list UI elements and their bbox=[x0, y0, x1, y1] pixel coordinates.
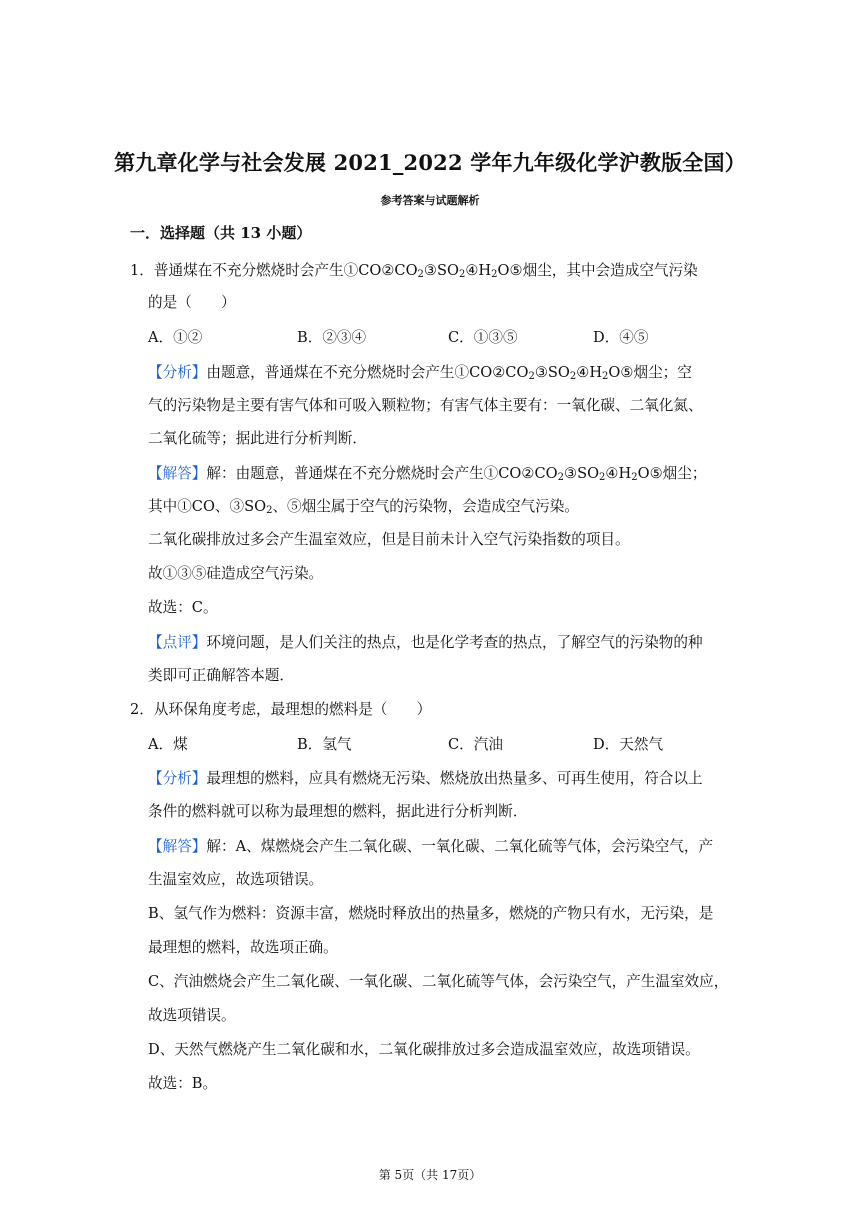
q1-answer-line-1: 【解答】解：由题意，普通煤在不充分燃烧时会产生$①CO②CO_2③SO_2④H_2O⑤$烟尘； bbox=[148, 465, 707, 483]
q2-answer-line-4: 最理想的燃料，故选项正确。 bbox=[148, 939, 338, 956]
document-subtitle: 参考答案与试题解析 bbox=[380, 194, 480, 207]
q2-answer-line-6: 故选项错误。 bbox=[148, 1007, 236, 1024]
q2-answer-line-7: D、天然气燃烧产生二氧化碳和水，二氧化碳排放过多会造成温室效应，故选项错误。 bbox=[148, 1041, 700, 1058]
q1-stem-line-2: 的是（ ） bbox=[148, 294, 236, 311]
document-title: 第九章化学与社会发展 2021_2022 学年九年级化学沪教版全国） bbox=[114, 150, 746, 175]
q2-analysis-tag: 【分析】 bbox=[148, 770, 207, 787]
q1-option-b: B．②③④ bbox=[297, 329, 367, 346]
q1-option-c: C．①③⑤ bbox=[448, 329, 518, 346]
q1-comment-line-2: 类即可正确解答本题． bbox=[148, 667, 294, 684]
q1-stem-line-1: 1．普通煤在不充分燃烧时会产生$①CO②CO_2③SO_2④H_2O⑤$烟尘，其中会造成空气污染 bbox=[130, 262, 698, 280]
q1-analysis-line-3: 二氧化硫等；据此进行分析判断． bbox=[148, 430, 367, 447]
q2-answer-line-1: 【解答】解：A、煤燃烧会产生二氧化碳、一氧化碳、二氧化硫等气体，会污染空气，产 bbox=[148, 838, 714, 855]
q1-analysis-line-2: 气的污染物是主要有害气体和可吸入颗粒物；有害气体主要有：一氧化碳、二氧化氮、 bbox=[148, 397, 703, 414]
q1-option-a: A．①② bbox=[148, 329, 203, 346]
q2-option-b: B．氢气 bbox=[297, 736, 352, 753]
q1-analysis-line-1: 【分析】由题意，普通煤在不充分燃烧时会产生$①CO②CO_2③SO_2④H_2O⑤$烟尘；空 bbox=[148, 364, 692, 382]
q2-analysis-line-1: 【分析】最理想的燃料，应具有燃烧无污染、燃烧放出热量多、可再生使用，符合以上 bbox=[148, 770, 703, 787]
section-heading: 一．选择题（共 13 小题） bbox=[130, 224, 312, 242]
q2-answer-line-5: C、汽油燃烧会产生二氧化碳、一氧化碳、二氧化硫等气体，会污染空气，产生温室效应， bbox=[148, 973, 729, 990]
q1-answer-line-2: 其中①CO、$③SO_2$、⑤烟尘属于空气的污染物，会造成空气污染。 bbox=[148, 498, 579, 516]
q2-answer-line-8: 故选：B。 bbox=[148, 1075, 218, 1092]
q1-comment-line-1: 【点评】环境问题，是人们关注的热点，也是化学考查的热点，了解空气的污染物的种 bbox=[148, 634, 703, 651]
q1-answer-tag: 【解答】 bbox=[148, 465, 207, 482]
q1-answer-line-5: 故选：C。 bbox=[148, 599, 218, 616]
q1-analysis-tag: 【分析】 bbox=[148, 364, 207, 381]
q1-answer-line-3: 二氧化碳排放过多会产生温室效应，但是目前未计入空气污染指数的项目。 bbox=[148, 531, 630, 548]
q2-answer-line-3: B、氢气作为燃料：资源丰富，燃烧时释放出的热量多，燃烧的产物只有水，无污染，是 bbox=[148, 905, 714, 922]
q2-option-c: C．汽油 bbox=[448, 736, 503, 753]
q2-analysis-line-2: 条件的燃料就可以称为最理想的燃料，据此进行分析判断． bbox=[148, 803, 528, 820]
q1-answer-line-4: 故①③⑤硅造成空气污染。 bbox=[148, 565, 324, 582]
q2-option-a: A．煤 bbox=[148, 736, 188, 753]
q2-answer-line-2: 生温室效应，故选项错误。 bbox=[148, 871, 324, 888]
page-footer: 第 5页（共 17页） bbox=[378, 1168, 482, 1182]
q1-comment-tag: 【点评】 bbox=[148, 634, 207, 651]
q1-option-d: D．④⑤ bbox=[593, 329, 649, 346]
q2-stem: 2．从环保角度考虑，最理想的燃料是（ ） bbox=[130, 701, 432, 718]
q2-answer-tag: 【解答】 bbox=[148, 838, 207, 855]
q2-option-d: D．天然气 bbox=[593, 736, 664, 753]
